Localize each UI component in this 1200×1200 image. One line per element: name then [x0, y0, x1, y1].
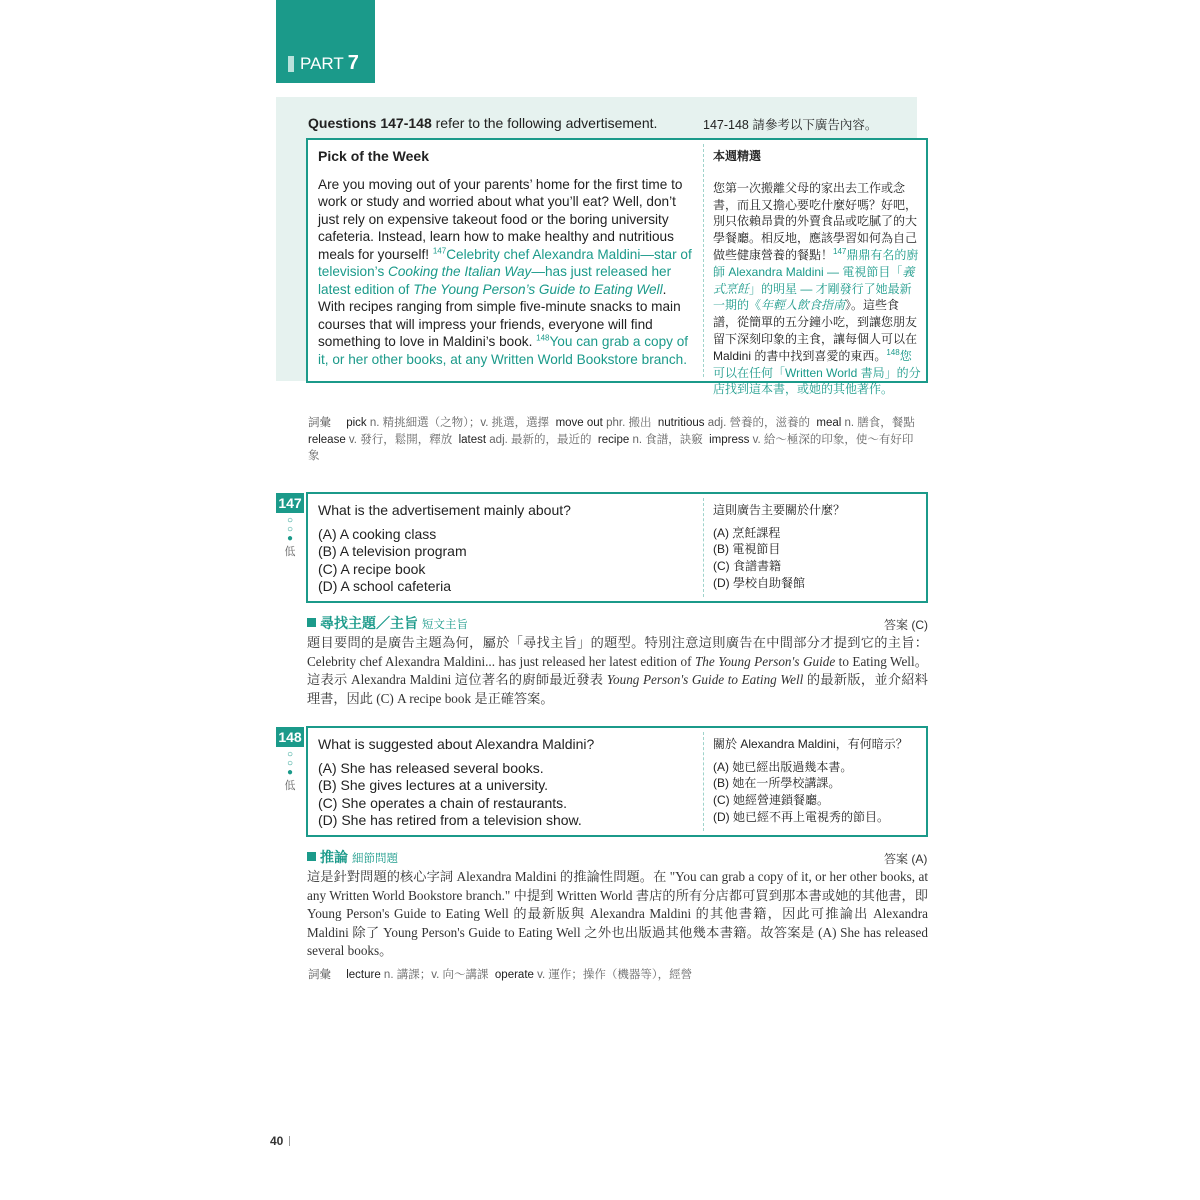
vocab-word: impress: [709, 433, 750, 446]
ref-148-zh: 148: [886, 347, 900, 357]
question-number-148: 148: [276, 727, 304, 747]
column-divider: [703, 732, 704, 831]
option-c-zh: (C) 她經營連鎖餐廳。: [713, 793, 829, 808]
part-number: 7: [347, 52, 359, 74]
difficulty-indicator-147: [276, 516, 304, 559]
book-title-zh: 年輕人飲食指南: [761, 298, 846, 313]
question-chinese: [713, 736, 908, 826]
show-title-zh: 義式烹飪: [713, 264, 915, 296]
vocab-word: nutritious: [657, 417, 705, 429]
option-b-zh: (B) 電視節目: [713, 542, 781, 557]
explanation-body-148: 這是針對問題的核心字詞 Alexandra Maldini 的推論性問題。在 "You can grab a copy of it, or her other books, at any Written World Bookstore branch." 中提到 Written World 書店的所有分店都可買到那本書或她的其他書，即 Young Person's Guide to Eating Well 的最新版與 Alexandra Maldini 的其他書籍，因此可推論出 Alexandra Maldini 除了 Young Person's Guide to Eating Well 之外也出版過其他幾本書籍。故答案是 (A) She has released several books。: [307, 869, 928, 959]
explanation-heading-148: [307, 847, 398, 867]
option-a[interactable]: (A) She has released several books.: [318, 759, 544, 776]
answer-148: 答案 (A): [884, 852, 928, 866]
advertisement-passage: [306, 138, 928, 397]
heading-square-icon: [307, 618, 316, 627]
ref-147-zh: 147: [833, 246, 847, 256]
option-b[interactable]: (B) She gives lectures at a university.: [318, 777, 549, 793]
difficulty-dots: ○ ○ ●: [286, 749, 294, 778]
explanation-heading-147: [307, 613, 468, 633]
vocab-def: n. 食譜，訣竅: [629, 433, 703, 446]
option-a[interactable]: (A) A cooking class: [318, 525, 437, 542]
difficulty-level: 低: [284, 546, 296, 558]
vocab-word: pick: [346, 417, 367, 429]
passage-text-zh-highlight: 您可以在任何「Written World 書局」的分店找到這本書，或她的其他著作。: [713, 348, 921, 397]
option-d-zh: (D) 她已經不再上電視秀的節目。: [713, 809, 889, 824]
part-tab: [276, 0, 375, 83]
vocab-word: release: [308, 433, 346, 446]
passage-title-zh: 本週精選: [713, 149, 762, 163]
column-divider: [703, 144, 704, 377]
difficulty-level: 低: [284, 780, 296, 792]
show-title: Cooking the Italian Way: [388, 264, 532, 279]
vocab-def: v. 運作；操作（機器等），經營: [533, 969, 693, 981]
passage-text-highlight: You can grab a copy of it, or her other books, at any Written World Bookstore branch.: [318, 334, 689, 367]
passage-text-zh: 》。這些食譜，從簡單的五分鐘小吃，到讓您朋友留下深刻印象的主食，讓每個人可以在 Maldini 的書中找到喜愛的東西。: [713, 298, 918, 363]
explanation-subtype: 細節問題: [352, 853, 398, 865]
part-title: [300, 52, 359, 75]
option-c-zh: (C) 食譜書籍: [713, 559, 781, 574]
option-a-zh: (A) 烹飪課程: [713, 525, 781, 540]
vocabulary-list: [308, 415, 920, 465]
vocab-item: [598, 434, 703, 446]
explanation-text: 題目要問的是廣告主題為何，屬於「尋找主旨」的題型。特別注意這則廣告在中間部分才提到它的主旨：Celebrity chef Alexandra Maldini... has just released her latest edition of: [307, 635, 928, 669]
option-d-zh: (D) 學校自助餐館: [713, 575, 805, 590]
question-box-148: [306, 726, 928, 837]
heading-square-icon: [307, 852, 316, 861]
vocab-item: [495, 969, 692, 981]
explanation-type: 推論: [320, 849, 348, 865]
explanation-subtype: 短文主旨: [422, 619, 468, 631]
passage-text-zh: 您第一次搬離父母的家出去工作或念書，而且又擔心要吃什麼好嗎？好吧，別只依賴昂貴的外賣食品或吃膩了的大學餐廳。相反地，應該學習如何為自己做些健康營養的餐點！: [713, 180, 918, 262]
question-stem-zh: 關於 Alexandra Maldini，有何暗示？: [713, 737, 908, 751]
question-english: [318, 502, 571, 596]
question-stem: What is suggested about Alexandra Maldini?: [318, 736, 595, 752]
passage-text-highlight: —has just released her latest edition of: [318, 264, 672, 297]
page-number-text: 40: [270, 1134, 284, 1148]
vocab-def: adj. 最新的，最近的: [486, 433, 592, 446]
vocab-word: operate: [494, 969, 534, 981]
vocabulary-tag: 詞彙: [308, 969, 331, 981]
vocab-def: phr. 搬出: [602, 417, 652, 429]
vocab-def: n. 膳食，餐點: [841, 417, 915, 429]
book-title: The Young Person’s Guide to Eating Well: [413, 281, 663, 297]
vocab-def: n. 講課；v. 向～講課: [380, 969, 489, 981]
vocab-def: v. 發行，鬆開，釋放: [345, 433, 453, 446]
vocab-word: latest: [458, 433, 487, 446]
page-number: [270, 1134, 290, 1148]
ref-147: 147: [432, 245, 447, 255]
part-tab-bar: [288, 56, 294, 72]
explanation-body-147: [307, 634, 928, 708]
option-c[interactable]: (C) She operates a chain of restaurants.: [318, 794, 568, 811]
explanation-text: 的最新版，並介紹料理書，因此 (C) A recipe book 是正確答案。: [307, 672, 928, 706]
vocabulary-tag: 詞彙: [308, 417, 331, 429]
vocab-item: [346, 969, 488, 981]
vocab-item: [658, 417, 810, 429]
option-b-zh: (B) 她在一所學校講課。: [713, 776, 841, 791]
option-d[interactable]: (D) A school cafeteria: [318, 578, 452, 594]
passage-text-highlight: Celebrity chef Alexandra Maldini—star of television’s: [318, 246, 692, 279]
explanation-text: to Eating Well。這表示 Alexandra Maldini 這位著名的廚師最近發表: [307, 653, 928, 688]
explanation-italic: The Young Person's Guide: [694, 653, 836, 669]
vocab-item: [556, 417, 652, 429]
question-number-147: 147: [276, 493, 304, 513]
question-english: [318, 736, 594, 830]
vocab-item: [459, 434, 592, 446]
passage-text: . With recipes ranging from simple five-minute snacks to main courses that will impress your friends, everyone will find something to love in Maldini’s book.: [318, 281, 681, 349]
vocab-word: lecture: [346, 969, 381, 981]
option-c[interactable]: (C) A recipe book: [318, 560, 426, 577]
passage-text-zh-highlight: 鼎鼎有名的廚師 Alexandra Maldini — 電視節目「: [713, 247, 919, 279]
vocab-word: move out: [555, 417, 603, 429]
vocab-def: v. 給～極深的印象，使～有好印象: [308, 433, 914, 462]
difficulty-indicator-148: [276, 750, 304, 793]
question-stem-zh: 這則廣告主要關於什麼？: [713, 503, 846, 517]
vocab-item: [308, 434, 452, 446]
difficulty-dots: ○ ○ ●: [286, 515, 294, 544]
questions-intro: [308, 115, 657, 131]
question-stem: What is the advertisement mainly about?: [318, 502, 571, 518]
vocab-word: recipe: [597, 433, 630, 446]
passage-english: [318, 148, 696, 368]
vocab-item: [346, 417, 549, 429]
passage-chinese: [713, 148, 923, 398]
option-b[interactable]: (B) A television program: [318, 543, 467, 559]
part-label: PART: [300, 54, 344, 73]
option-a-zh: (A) 她已經出版過幾本書。: [713, 759, 853, 774]
question-box-147: [306, 492, 928, 603]
answer-147: 答案 (C): [884, 618, 928, 632]
passage-text: Are you moving out of your parents’ home for the first time to work or study and worried about what you’ll eat? Well, don’t just rely on expensive takeout food or the boring university cafeteria. Instead, learn how to make healthy and nutritious meals for yourself!: [318, 176, 683, 262]
vocab-def: n. 精挑細選（之物）；v. 挑選，選擇: [366, 417, 550, 429]
page-number-separator: [289, 1136, 290, 1146]
column-divider: [703, 498, 704, 597]
explanation-italic: Young Person's Guide to Eating Well: [606, 672, 804, 688]
option-d[interactable]: (D) She has retired from a television show.: [318, 812, 582, 828]
vocabulary-list-2: [308, 967, 920, 984]
questions-range: Questions 147-148: [308, 115, 432, 131]
questions-intro-zh: 147-148 請參考以下廣告內容。: [703, 118, 878, 132]
passage-title-en: Pick of the Week: [318, 148, 430, 164]
ref-148: 148: [536, 333, 550, 343]
vocab-word: meal: [816, 417, 842, 429]
question-chinese: [713, 502, 845, 592]
vocab-def: adj. 營養的，滋養的: [704, 417, 810, 429]
explanation-type: 尋找主題／主旨: [320, 615, 418, 631]
questions-intro-rest: refer to the following advertisement.: [431, 115, 658, 131]
passage-text-zh-highlight: 」的明星 — 才剛發行了她最新一期的《: [713, 281, 912, 313]
vocab-item: [816, 417, 914, 429]
